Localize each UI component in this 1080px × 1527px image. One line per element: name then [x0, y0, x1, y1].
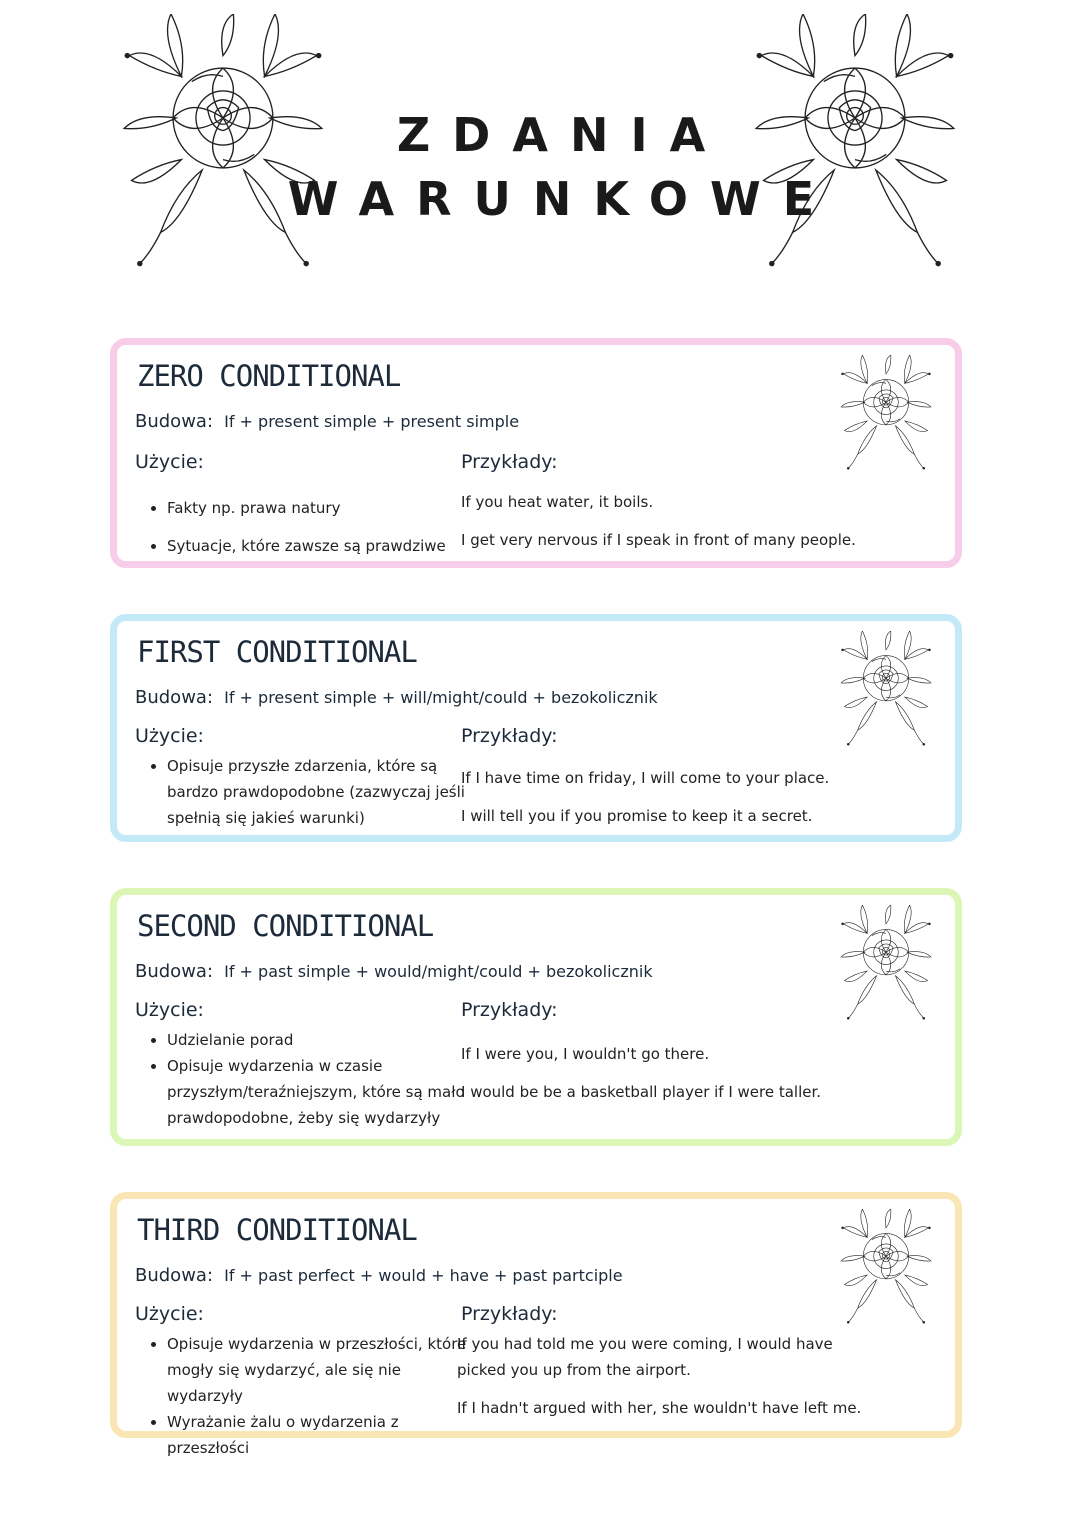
example-text: I get very nervous if I speak in front of many people.: [461, 531, 856, 549]
first-conditional-card: [110, 614, 962, 842]
list-item: • Sytuacje, które zawsze są prawdziwe: [167, 527, 457, 565]
structure-label: Budowa:: [135, 687, 214, 708]
structure-label: Budowa:: [135, 1265, 214, 1286]
structure-line: [135, 961, 653, 982]
flower-icon: [829, 905, 943, 1023]
example-text: If you had told me you were coming, I would have picked you up from the airport.: [457, 1335, 833, 1379]
structure-formula: If + past simple + would/might/could + bezokolicznik: [224, 962, 653, 981]
page-title-line2: WARUNKOWE: [287, 172, 837, 226]
list-item: • Opisuje wydarzenia w przeszłości, które mogły się wydarzyć, ale się nie wydarzyły: [167, 1331, 467, 1409]
usage-label: Użycie:: [135, 999, 204, 1021]
card-heading: FIRST CONDITIONAL: [137, 635, 417, 669]
example-text: If I hadn't argued with her, she wouldn't have left me.: [457, 1399, 862, 1417]
card-heading: THIRD CONDITIONAL: [137, 1213, 417, 1247]
example-text: I will tell you if you promise to keep it a secret.: [461, 807, 813, 825]
zero-conditional-card: [110, 338, 962, 568]
usage-list: [135, 1331, 467, 1461]
examples-label: Przykłady:: [461, 1303, 558, 1325]
card-heading: SECOND CONDITIONAL: [137, 909, 434, 943]
example-text: I would be be a basketball player if I were taller.: [461, 1083, 822, 1101]
structure-line: [135, 687, 658, 708]
structure-line: [135, 1265, 623, 1286]
usage-label: Użycie:: [135, 1303, 204, 1325]
examples-label: Przykłady:: [461, 451, 558, 473]
usage-label: Użycie:: [135, 725, 204, 747]
page-title-line1: ZDANIA: [396, 108, 728, 162]
examples-label: Przykłady:: [461, 999, 558, 1021]
flower-icon: [829, 1209, 943, 1327]
example-text: If you heat water, it boils.: [461, 493, 654, 511]
structure-label: Budowa:: [135, 961, 214, 982]
example-text: If I have time on friday, I will come to your place.: [461, 769, 830, 787]
structure-formula: If + present simple + will/might/could + bezokolicznik: [224, 688, 658, 707]
list-item: • Udzielanie porad: [167, 1027, 467, 1053]
flower-icon: [829, 355, 943, 473]
structure-formula: If + present simple + present simple: [224, 412, 520, 431]
structure-line: [135, 411, 519, 432]
flower-icon: [829, 631, 943, 749]
list-item: • Wyrażanie żalu o wydarzenia z przeszłości: [167, 1409, 467, 1461]
list-item: • Fakty np. prawa natury: [167, 489, 457, 527]
example-text: If I were you, I wouldn't go there.: [461, 1045, 710, 1063]
structure-label: Budowa:: [135, 411, 214, 432]
third-conditional-card: [110, 1192, 962, 1457]
examples-label: Przykłady:: [461, 725, 558, 747]
usage-label: Użycie:: [135, 451, 204, 473]
second-conditional-card: [110, 888, 962, 1146]
list-item: • Opisuje wydarzenia w czasie przyszłym/teraźniejszym, które są mało prawdopodobne, żeby się wydarzyły: [167, 1053, 467, 1131]
usage-list: [135, 753, 467, 831]
list-item: • Opisuje przyszłe zdarzenia, które są bardzo prawdopodobne (zazwyczaj jeśli spełnią się jakieś warunki): [167, 753, 467, 831]
usage-list: [135, 1027, 467, 1131]
usage-list: [135, 489, 457, 565]
structure-formula: If + past perfect + would + have + past partciple: [224, 1266, 623, 1285]
card-heading: ZERO CONDITIONAL: [137, 359, 401, 393]
